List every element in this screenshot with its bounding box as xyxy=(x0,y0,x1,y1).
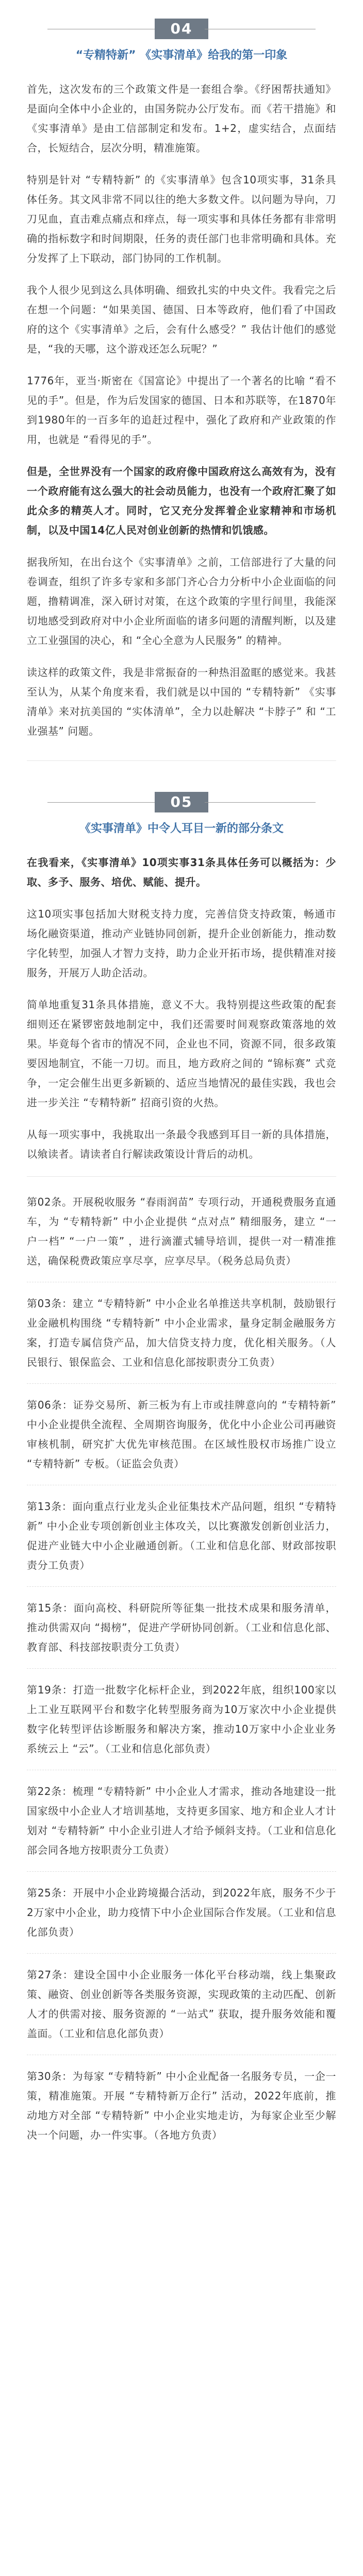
paragraph: 读这样的政策文件，我是非常振奋的一种热泪盈眶的感觉来。我甚至认为，从某个角度来看，我们就是以中国的 “专精特新” 《实事清单》来对抗美国的 “实体清单”，全力以赴解决 “卡脖子” 和 “工业强基” 问题。 xyxy=(27,666,336,737)
paragraph: 这10项实事包括加大财税支持力度，完善信贷支持政策，畅通市场化融资渠道，推动产业链协同创新，提升企业创新能力，推动数字化转型，加强人才智力支持，助力企业开拓市场，提供精准对接服务，开展万人助企活动。 xyxy=(27,908,336,979)
policy-item: 第30条：为每家 “专精特新” 中小企业配备一名服务专员，一企一策，精准施策。开展 “专精特新万企行” 活动，2022年底前，推动地方对全部 “专精特新” 中小企业实地走访，为每家企业至少解决一个问题，办一件实事。（各地方负责） xyxy=(27,2070,336,2141)
policy-item: 第13条：面向重点行业龙头企业征集技术产品问题，组织 “专精特新” 中小企业专项创新创业主体攻关，以比赛激发创新创业活力，促进产业链大中小企业融通创新。（工业和信息化部、财政部按职责分工负责） xyxy=(27,1497,336,1587)
section-title: “专精特新” 《实事清单》给我的第一印象 xyxy=(75,49,288,62)
header-line-right xyxy=(205,802,316,803)
list-divider xyxy=(27,1176,336,1177)
paragraph: 简单地重复31条具体措施，意义不大。我特别提这些政策的配套细则还在紧锣密鼓地制定中，我们还需要时间观察政策落地的效果。毕竟每个省市的情况不同，企业也不同，资源不同，很多政策要因地制宜，不能一刀切。而且，地方政府之间的 “锦标赛” 式竞争，一定会催生出更多新颖的、适应当地情况的最佳实践，我也会进一步关注 “专精特新” 招商引资的火热。 xyxy=(27,998,336,1109)
paragraph: 据我所知，在出台这个《实事清单》之前，工信部进行了大量的问卷调查，组织了许多专家和多部门齐心合力分析中小企业面临的问题，撸精调准，深入研讨对策，在这个政策的字里行间里，我能深切地感受到政府对中小企业所面临的诸多问题的清醒判断，以及建立工业强国的决心，和 “全心全意为人民服务” 的精神。 xyxy=(27,556,336,647)
paragraph: 特别是针对 “专精特新” 的《实事清单》包含10项实事，31条具体任务。其文风非常不同以往的绝大多数文件。以问题为导向，刀刀见血，直击难点痛点和痒点，每一项实事和具体任务都有非常明确的指标数字和时间期限，任务的责任部门也非常明确和具体。充分发挥了上下联动，部门协同的工作机制。 xyxy=(27,174,336,264)
policy-item: 第22条：梳理 “专精特新” 中小企业人才需求，推动各地建设一批国家级中小企业人才培训基地，支持更多国家、地方和企业人才计划对 “专精特新” 中小企业引进人才给予倾斜支持。（工业和信息化部会同各地方按职责分工负责） xyxy=(27,1782,336,1872)
policy-item: 第06条：证券交易所、新三板为有上市或挂牌意向的 “专精特新” 中小企业提供全流程、全周期咨询服务，优化中小企业公司再融资审核机制，研究扩大优先审核范围。在区域性股权市场推广设立 “专精特新” 专板。（证监会负责） xyxy=(27,1395,336,1485)
section-number-header xyxy=(27,19,336,39)
section-number: 04 xyxy=(155,19,208,39)
policy-item-list xyxy=(27,1192,336,2156)
paragraph: 我个人很少见到这么具体明确、细致扎实的中央文件。我看完之后在想一个问题：“如果美国、德国、日本等政府，他们看了中国政府的这个《实事清单》之后，会有什么感受？” 我估计他们的感觉是，“我的天哪，这个游戏还怎么玩呢？” xyxy=(27,284,336,355)
section-05 xyxy=(27,792,336,2156)
policy-item: 第27条：建设全国中小企业服务一体化平台移动端，线上集聚政策、融资、创业创新等各类服务资源，实现政策的主动匹配、创新人才的供需对接、服务资源的 “一站式” 获取，提升服务效能和覆盖面。（工业和信息化部负责） xyxy=(27,1965,336,2055)
paragraph: 首先，这次发布的三个政策文件是一套组合拳。《纾困帮扶通知》是面向全体中小企业的，由国务院办公厅发布。而《若干措施》和《实事清单》是由工信部制定和发布。1+2，虚实结合，点面结合，长短结合，层次分明，精准施策。 xyxy=(27,83,336,154)
section-title: 《实事清单》中令人耳目一新的部分条文 xyxy=(79,822,284,835)
section-04 xyxy=(27,0,336,741)
section-number: 05 xyxy=(155,792,208,812)
policy-item: 第25条：开展中小企业跨境撮合活动，到2022年底，服务不少于2万家中小企业，助力疫情下中小企业国际合作发展。（工业和信息化部负责） xyxy=(27,1883,336,1954)
section-number-header xyxy=(27,792,336,812)
paragraph: 1776年，亚当·斯密在《国富论》中提出了一个著名的比喻 “看不见的手”。但是，作为后发国家的德国、日本和苏联等，在1870年到1980年的一百多年的追赶过程中，强化了政府和产业政策的作用，也就是 “看得见的手”。 xyxy=(27,375,336,446)
policy-item: 第15条：面向高校、科研院所等征集一批技术成果和服务清单，推动供需双向 “揭榜”，促进产学研协同创新。（工业和信息化部、教育部、科技部按职责分工负责） xyxy=(27,1598,336,1669)
header-line-left xyxy=(47,802,158,803)
policy-item: 第02条。开展税收服务 “春雨润苗” 专项行动，开通税费服务直通车，为 “专精特新” 中小企业提供 “点对点” 精细服务，建立 “一户一档” “一户一策” ，进行滴灌式辅导培训，提供一对一精准推送，确保税费政策应享尽享，应享尽早。（税务总局负责） xyxy=(27,1192,336,1282)
paragraph-emphasis: 但是，全世界没有一个国家的政府像中国政府这么高效有为，没有一个政府能有这么强大的社会动员能力，也没有一个政府汇聚了如此众多的精英人才。同时，它又充分发挥着企业家精神和市场机制，以及中国14亿人民对创业创新的热情和饥饿感。 xyxy=(27,465,336,536)
policy-item: 第19条：打造一批数字化标杆企业，到2022年底，组织100家以上工业互联网平台和数字化转型服务商为10万家次中小企业提供数字化转型评估诊断服务和解决方案，推动10万家中小企业业务系统云上 “云”。（工业和信息化部负责） xyxy=(27,1680,336,1770)
paragraph-summary: 在我看来，《实事清单》10项实事31条具体任务可以概括为：少取、多予、服务、培优、赋能、提升。 xyxy=(27,856,336,888)
section-divider xyxy=(27,760,336,761)
paragraph: 从每一项实事中，我挑取出一条最令我感到耳目一新的具体措施，以飨读者。请读者自行解读政策设计背后的动机。 xyxy=(27,1128,336,1160)
policy-item: 第03条：建立 “专精特新” 中小企业名单推送共享机制，鼓励银行业金融机构围绕 “专精特新” 中小企业需求，量身定制金融服务方案，打造专属信贷产品，加大信贷支持力度，优化相关服务。（人民银行、银保监会、工业和信息化部按职责分工负责） xyxy=(27,1294,336,1384)
